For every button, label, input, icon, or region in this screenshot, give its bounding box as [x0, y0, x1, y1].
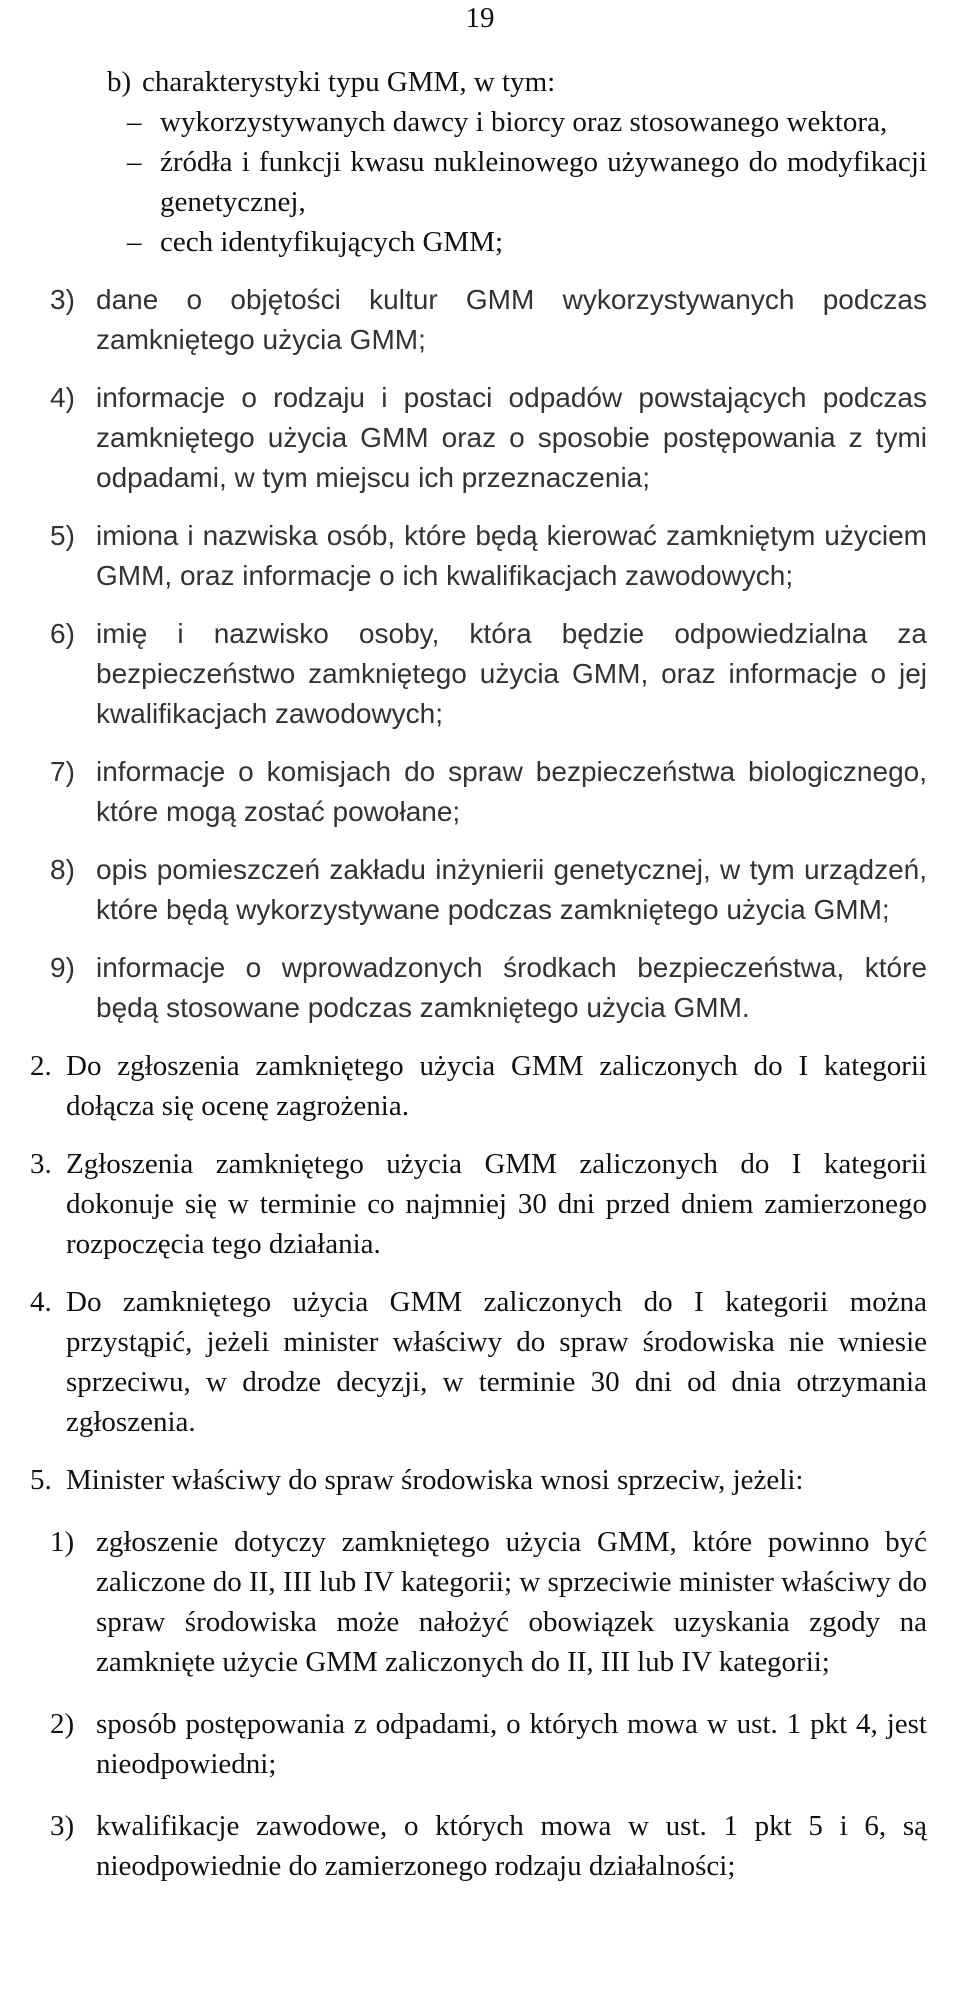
item-marker: b) [107, 66, 132, 98]
item-number: 6) [50, 618, 75, 649]
paragraph-ust-2 [0, 1046, 960, 1126]
item-number: 4) [50, 382, 75, 413]
list-item-4 [0, 378, 960, 498]
ust-text: Do zgłoszenia zamkniętego użycia GMM zaliczonych do I kategorii dołącza się ocenę zagrożenia. [66, 1050, 927, 1122]
item-text: zgłoszenie dotyczy zamkniętego użycia GMM, które powinno być zaliczone do II, III lub IV kategorii; w sprzeciwie minister właściwy do spraw środowiska może nałożyć obowiązek uzyskania zgody na zamknięte użycie GMM zaliczonych do II, III lub IV kategorii; [96, 1526, 927, 1678]
list-item-5 [0, 516, 960, 596]
item-number: 1) [50, 1526, 75, 1558]
ust-number: 5. [30, 1464, 52, 1496]
ust-number: 4. [30, 1286, 52, 1318]
dash-item-3 [0, 222, 960, 262]
item-text: źródła i funkcji kwasu nukleinowego używanego do modyfikacji genetycznej, [160, 146, 927, 218]
list-item-6 [0, 614, 960, 734]
ust-text: Do zamkniętego użycia GMM zaliczonych do I kategorii można przystąpić, jeżeli minister właściwy do spraw środowiska nie wniesie sprzeciwu, w drodze decyzji, w terminie 30 dni od dnia otrzymania zgłoszenia. [66, 1286, 927, 1438]
item-text: kwalifikacje zawodowe, o których mowa w ust. 1 pkt 5 i 6, są nieodpowiednie do zamierzonego rodzaju działalności; [96, 1810, 927, 1882]
item-text: imiona i nazwiska osób, które będą kierować zamkniętym użyciem GMM, oraz informacje o ich kwalifikacjach zawodowych; [96, 520, 927, 591]
item-text: opis pomieszczeń zakładu inżynierii genetycznej, w tym urządzeń, które będą wykorzystywane podczas zamkniętego użycia GMM; [96, 854, 927, 925]
item-text: wykorzystywanych dawcy i biorcy oraz stosowanego wektora, [160, 106, 888, 138]
dash-marker: – [127, 226, 142, 258]
item-text: dane o objętości kultur GMM wykorzystywanych podczas zamkniętego użycia GMM; [96, 284, 927, 355]
dash-item-2 [0, 142, 960, 222]
paragraph-ust-5 [0, 1460, 960, 1500]
item-number: 2) [50, 1708, 75, 1740]
item-number: 3) [50, 1810, 75, 1842]
item-text: imię i nazwisko osoby, która będzie odpowiedzialna za bezpieczeństwo zamkniętego użycia GMM, oraz informacje o jej kwalifikacjach zawodowych; [96, 618, 927, 729]
item-text: informacje o komisjach do spraw bezpieczeństwa biologicznego, które mogą zostać powołane; [96, 756, 927, 827]
ust-number: 2. [30, 1050, 52, 1082]
dash-marker: – [127, 106, 142, 138]
ust-text: Zgłoszenia zamkniętego użycia GMM zaliczonych do I kategorii dokonuje się w terminie co najmniej 30 dni przed dniem zamierzonego rozpoczęcia tego działania. [66, 1148, 927, 1260]
item-text: charakterystyki typu GMM, w tym: [142, 66, 556, 98]
item-text: sposób postępowania z odpadami, o których mowa w ust. 1 pkt 4, jest nieodpowiedni; [96, 1708, 927, 1780]
dash-item-1 [0, 102, 960, 142]
list-item-3 [0, 280, 960, 360]
page-content [0, 62, 960, 1886]
item-number: 3) [50, 284, 75, 315]
item-number: 9) [50, 952, 75, 983]
list-item-9 [0, 948, 960, 1028]
list-item-8 [0, 850, 960, 930]
item-text: informacje o rodzaju i postaci odpadów powstających podczas zamkniętego użycia GMM oraz o sposobie postępowania z tymi odpadami, w tym miejscu ich przeznaczenia; [96, 382, 927, 493]
paragraph-ust-3 [0, 1144, 960, 1264]
page-number: 19 [465, 2, 495, 34]
ust5-item-2 [0, 1704, 960, 1784]
item-number: 5) [50, 520, 75, 551]
ust-number: 3. [30, 1148, 52, 1180]
list-item-7 [0, 752, 960, 832]
item-number: 7) [50, 756, 75, 787]
ust5-item-3 [0, 1806, 960, 1886]
item-number: 8) [50, 854, 75, 885]
ust-text: Minister właściwy do spraw środowiska wnosi sprzeciw, jeżeli: [66, 1464, 804, 1496]
paragraph-ust-4 [0, 1282, 960, 1442]
list-item-b [0, 62, 960, 102]
item-text: cech identyfikujących GMM; [160, 226, 504, 258]
ust5-item-1 [0, 1522, 960, 1682]
dash-marker: – [127, 146, 142, 178]
item-text: informacje o wprowadzonych środkach bezpieczeństwa, które będą stosowane podczas zamkniętego użycia GMM. [96, 952, 927, 1023]
